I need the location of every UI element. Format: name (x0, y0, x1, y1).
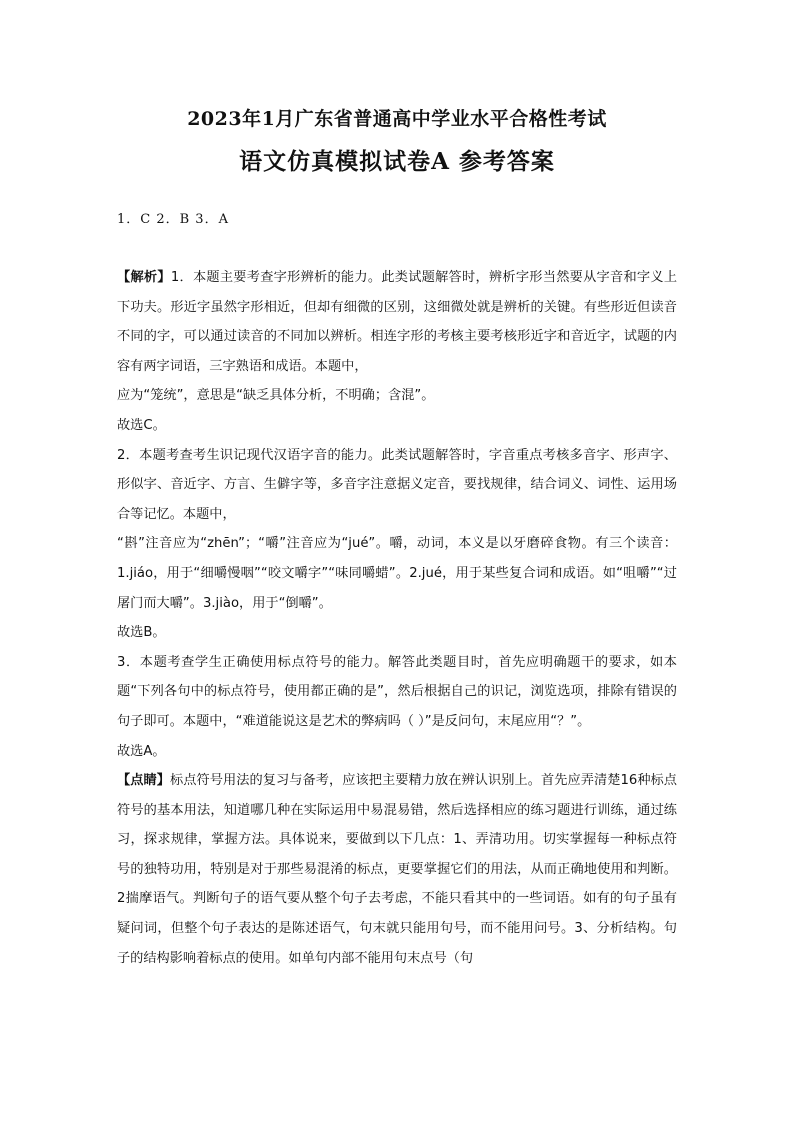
analysis-q3-conclusion: 故选A。 (117, 743, 166, 759)
analysis-q1-conclusion: 故选C。 (117, 417, 166, 433)
analysis-q1 (117, 263, 677, 381)
tip-paragraph (117, 766, 677, 973)
analysis-q2-conclusion: 故选B。 (117, 625, 166, 641)
analysis-q3: 3．本题考查学生正确使用标点符号的能力。解答此类题目时，首先应明确题干的要求，如本题“下列各句中的标点符号，使用都正确的是”，然后根据自己的识记，浏览选项，排除有错误的句子即可。本题中，“难道能说这是艺术的弊病吗（ ）”是反问句，末尾应用“？”。 (117, 654, 677, 729)
tip-tag: 【点睛】 (117, 773, 170, 789)
analysis-q1-line2: 应为“笼统”，意思是“缺乏具体分析，不明确；含混”。 (117, 388, 435, 404)
exam-title: 2023年1月广东省普通高中学业水平合格性考试 (187, 108, 607, 130)
tip-text: 标点符号用法的复习与备考，应该把主要精力放在辨认识别上。首先应弄清楚16种标点符号的基本用法，知道哪几种在实际运用中易混易错，然后选择相应的练习题进行训练，通过练习，探求规律，掌握方法。具体说来，要做到以下几点：1、弄清功用。切实掌握每一种标点符号的独特功用，特别是对于那些易混淆的标点，更要掌握它们的用法，从而正确地使用和判断。2揣摩语气。判断句子的语气要从整个句子去考虑，不能只看其中的一些词语。如有的句子虽有疑问词，但整个句子表达的是陈述语气，句末就只能用句号，而不能用问号。3、分析结构。句子的结构影响着标点的使用。如单句内部不能用句末点号（句 (117, 773, 677, 966)
analysis-q2: 2．本题考查考生识记现代汉语字音的能力。此类试题解答时，字音重点考核多音字、形声字、形似字、音近字、方言、生僻字等，多音字注意据义定音，要找规律，结合词义、词性、运用场合等记忆。本题中， (117, 447, 677, 522)
answer-key-title: 语文仿真模拟试卷A 参考答案 (239, 148, 555, 175)
analysis-q1-text: 1．本题主要考查字形辨析的能力。此类试题解答时，辨析字形当然要从字音和字义上下功夫。形近字虽然字形相近，但却有细微的区别，这细微处就是辨析的关键。有些形近但读音不同的字，可以通过读音的不同加以辨析。相连字形的考核主要考核形近字和音近字，试题的内容有两字词语，三字熟语和成语。本题中， (117, 270, 678, 374)
analysis-content (117, 263, 677, 973)
answer-list: 1．C 2．B 3．A (117, 212, 229, 227)
analysis-q2-line2: “斟”注音应为“zhēn”；“嚼”注音应为“jué”。嚼，动词，本义是以牙磨碎食物。有三个读音：1.jiáo，用于“细嚼慢咽”“咬文嚼字”“味同嚼蜡”。2.jué，用于某些复合词和成语。如“咀嚼”“过屠门而大嚼”。3.jiào，用于“倒嚼”。 (117, 536, 677, 611)
analysis-tag: 【解析】 (117, 270, 171, 285)
